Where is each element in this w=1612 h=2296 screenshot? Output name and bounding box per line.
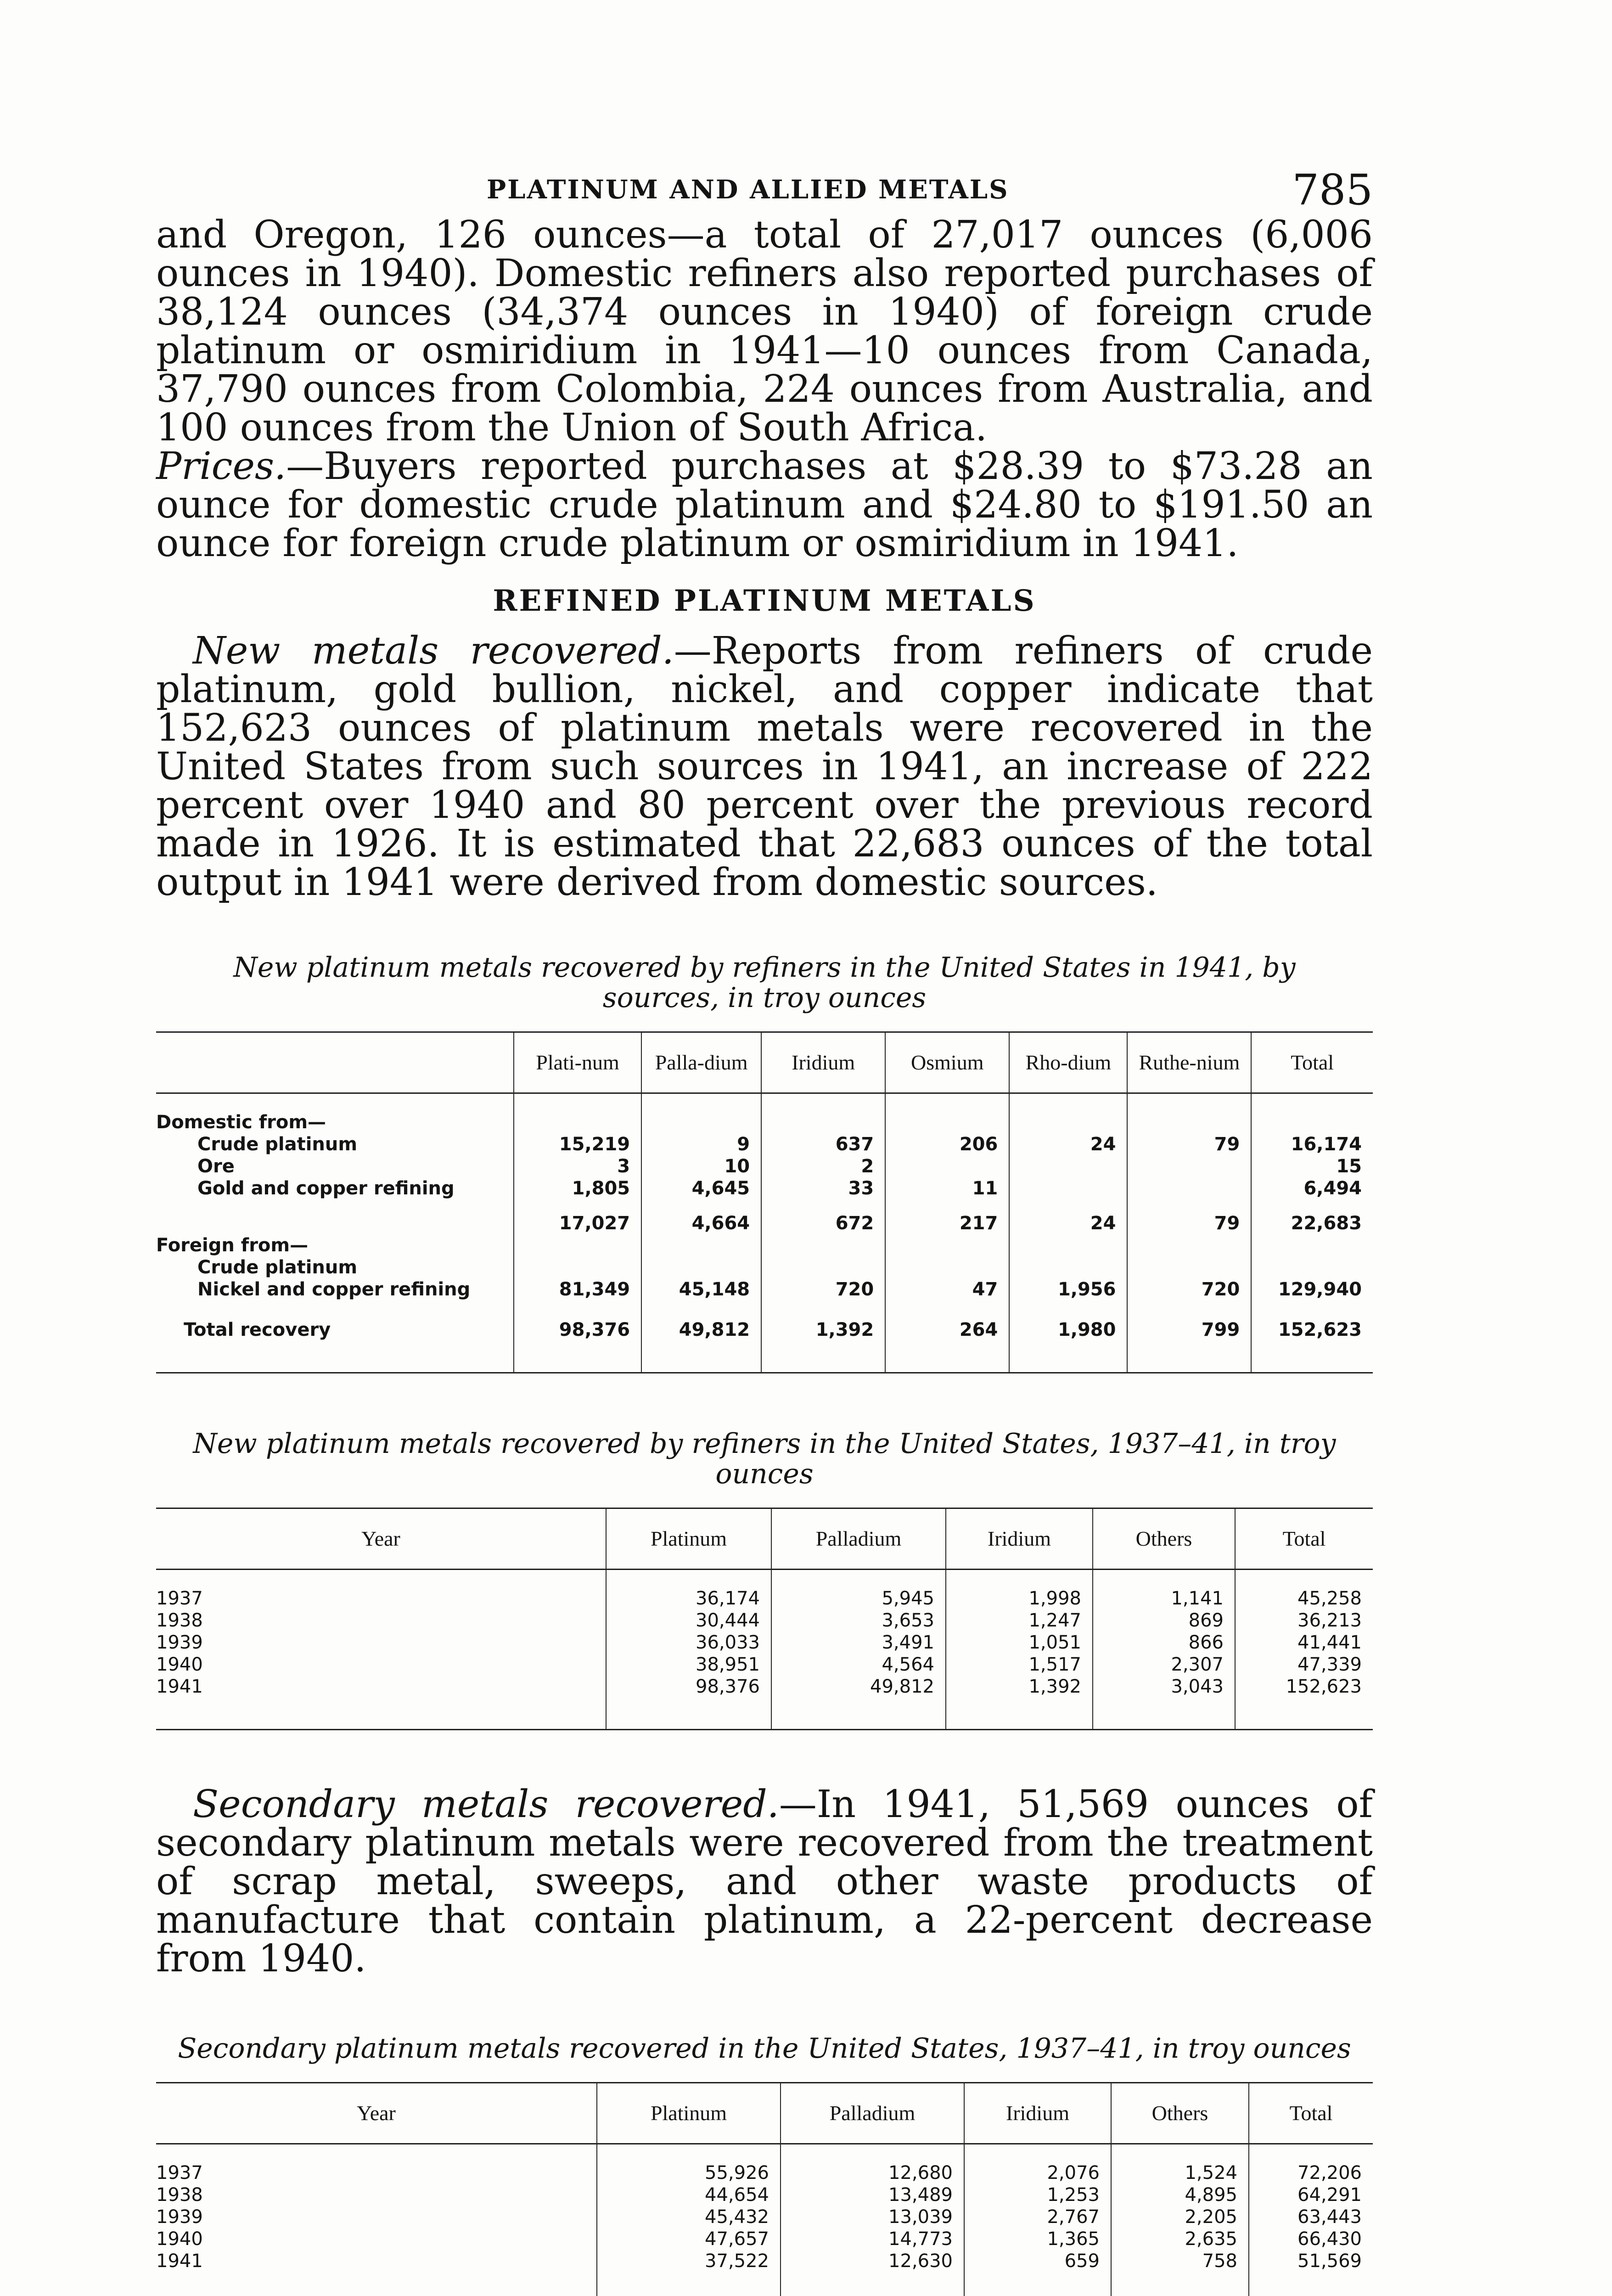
cell: 64,291: [1249, 2184, 1373, 2206]
cell: 206: [885, 1133, 1009, 1155]
cell: 49,812: [771, 1676, 946, 1730]
cell: 72,206: [1249, 2144, 1373, 2184]
cell: 152,623: [1235, 1676, 1373, 1730]
secondary-paragraph: [156, 1783, 1373, 1981]
cell: 129,940: [1251, 1278, 1373, 1300]
row-label: Ore: [197, 1156, 235, 1177]
refined-lead: New metals recovered.: [193, 629, 674, 673]
table3-header: Platinum: [597, 2083, 781, 2144]
table-row: [156, 1133, 1373, 1155]
row-label: [156, 1199, 514, 1234]
intro-paragraph: and Oregon, 126 ounces—a total of 27,017 ounces (6,006 ounces in 1940). Domestic refiners also reported purchases of 38,124 ounces (34,374 ounces in 1940) of foreign crude platinum or osmiridium in 1941—10 ounces from Canada, 37,790 ounces from Colombia, 224 ounces from Australia, and 100 ounces from the Union of South Africa.: [156, 213, 1373, 450]
cell: 869: [1093, 1609, 1235, 1632]
cell: 264: [885, 1300, 1009, 1373]
cell: 45,258: [1235, 1570, 1373, 1610]
cell: 13,489: [781, 2184, 964, 2206]
secondary-text: —In 1941, 51,569 ounces of secondary platinum metals were recovered from the treatment of scrap metal, sweeps, and other waste products of manufacture that contain platinum, a 22-percent decrease from 1940.: [156, 1783, 1373, 1981]
table-row: [156, 1199, 1373, 1234]
table2-header: Year: [156, 1508, 606, 1570]
refined-paragraph: [156, 629, 1373, 904]
cell: 4,564: [771, 1654, 946, 1676]
cell: 4,664: [641, 1199, 761, 1234]
table-row: [156, 1676, 1373, 1730]
table2-header: Total: [1235, 1508, 1373, 1570]
cell: 22,683: [1251, 1199, 1373, 1234]
table1-header: Total: [1251, 1032, 1373, 1093]
table1-header: Ruthe-nium: [1127, 1032, 1251, 1093]
table-row: [156, 1278, 1373, 1300]
prices-paragraph: [156, 447, 1373, 563]
year-cell: 1938: [156, 2184, 203, 2206]
cell: 63,443: [1249, 2206, 1373, 2228]
table2-caption: New platinum metals recovered by refiners in the United States, 1937–41, in troy ounces: [193, 1428, 1336, 1490]
table-row: [156, 2228, 1373, 2250]
cell: 1,051: [946, 1632, 1093, 1654]
cell: [1127, 1177, 1251, 1199]
year-cell: 1937: [156, 1588, 203, 1609]
foreign-group-label: Foreign from—: [156, 1235, 309, 1256]
cell: 66,430: [1249, 2228, 1373, 2250]
table1-header: Iridium: [761, 1032, 885, 1093]
year-cell: 1941: [156, 1676, 203, 1697]
cell: 672: [761, 1199, 885, 1234]
cell: 2,635: [1111, 2228, 1249, 2250]
row-label: Gold and copper refining: [197, 1178, 455, 1199]
cell: [1009, 1155, 1127, 1177]
table3-header: Others: [1111, 2083, 1249, 2144]
running-title: PLATINUM AND ALLIED METALS: [487, 174, 1009, 205]
cell: 49,812: [641, 1300, 761, 1373]
cell: 14,773: [781, 2228, 964, 2250]
table1-header: Palla-dium: [641, 1032, 761, 1093]
cell: 55,926: [597, 2144, 781, 2184]
cell: 5,945: [771, 1570, 946, 1610]
cell: 51,569: [1249, 2250, 1373, 2296]
cell: [1009, 1177, 1127, 1199]
cell: 24: [1009, 1199, 1127, 1234]
cell: 659: [964, 2250, 1111, 2296]
table2-header: Others: [1093, 1508, 1235, 1570]
table1-header: Plati-num: [514, 1032, 641, 1093]
cell: 1,365: [964, 2228, 1111, 2250]
table-row: [156, 1093, 1373, 1134]
table3-header: Total: [1249, 2083, 1373, 2144]
cell: 3,043: [1093, 1676, 1235, 1730]
secondary-lead: Secondary metals recovered.: [193, 1783, 779, 1826]
table2: [156, 1508, 1373, 1730]
page: [156, 165, 1373, 2296]
cell: 10: [641, 1155, 761, 1177]
cell: 2,205: [1111, 2206, 1249, 2228]
table-row: [156, 1632, 1373, 1654]
cell: 1,998: [946, 1570, 1093, 1610]
cell: 36,174: [606, 1570, 771, 1610]
table2-header: Platinum: [606, 1508, 771, 1570]
cell: 81,349: [514, 1278, 641, 1300]
table1-header: Rho-dium: [1009, 1032, 1127, 1093]
table2-header-row: [156, 1508, 1373, 1570]
cell: 47,657: [597, 2228, 781, 2250]
year-cell: 1940: [156, 2228, 203, 2250]
table-row: [156, 1177, 1373, 1199]
cell: 720: [1127, 1278, 1251, 1300]
cell: 3,491: [771, 1632, 946, 1654]
cell: 217: [885, 1199, 1009, 1234]
cell: 2,307: [1093, 1654, 1235, 1676]
cell: 1,247: [946, 1609, 1093, 1632]
page-number: 785: [1292, 165, 1373, 214]
year-cell: 1939: [156, 1632, 203, 1653]
cell: 152,623: [1251, 1300, 1373, 1373]
table1-header: [156, 1032, 514, 1093]
cell: 38,951: [606, 1654, 771, 1676]
cell: 2,767: [964, 2206, 1111, 2228]
domestic-group-label: Domestic from—: [156, 1112, 326, 1133]
section-title: REFINED PLATINUM METALS: [493, 584, 1036, 618]
year-cell: 1939: [156, 2206, 203, 2228]
cell: 1,980: [1009, 1300, 1127, 1373]
table3-header-row: [156, 2083, 1373, 2144]
table-row: [156, 1234, 1373, 1256]
cell: 16,174: [1251, 1133, 1373, 1155]
cell: 79: [1127, 1133, 1251, 1155]
cell: 12,680: [781, 2144, 964, 2184]
row-label: Crude platinum: [197, 1134, 358, 1155]
table-row: [156, 1300, 1373, 1373]
table-row: [156, 2206, 1373, 2228]
table3-header: Year: [156, 2083, 597, 2144]
cell: 1,805: [514, 1177, 641, 1199]
cell: 47,339: [1235, 1654, 1373, 1676]
year-cell: 1940: [156, 1654, 203, 1675]
table1-caption: New platinum metals recovered by refiners in the United States in 1941, by sources, in troy ounces: [233, 951, 1296, 1014]
table3-header: Palladium: [781, 2083, 964, 2144]
cell: 45,432: [597, 2206, 781, 2228]
cell: 79: [1127, 1199, 1251, 1234]
cell: 98,376: [514, 1300, 641, 1373]
prices-text: —Buyers reported purchases at $28.39 to $73.28 an ounce for domestic crude platinum and $24.80 to $191.50 an ounce for foreign crude platinum or osmiridium in 1941.: [156, 445, 1373, 565]
cell: 3,653: [771, 1609, 946, 1632]
running-head: [156, 165, 1373, 216]
cell: 30,444: [606, 1609, 771, 1632]
table-row: [156, 2250, 1373, 2296]
table2-header: Palladium: [771, 1508, 946, 1570]
cell: 15: [1251, 1155, 1373, 1177]
row-label: Nickel and copper refining: [197, 1279, 471, 1300]
table-row: [156, 1570, 1373, 1610]
cell: 9: [641, 1133, 761, 1155]
cell: 33: [761, 1177, 885, 1199]
cell: 98,376: [606, 1676, 771, 1730]
table-row: [156, 2184, 1373, 2206]
cell: 44,654: [597, 2184, 781, 2206]
table-row: [156, 1609, 1373, 1632]
cell: 1,253: [964, 2184, 1111, 2206]
refined-text: —Reports from refiners of crude platinum, gold bullion, nickel, and copper indicate that 152,623 ounces of platinum metals were recovered in the United States from such sources in 1941, an increase of 222 percent over 1940 and 80 percent over the previous record made in 1926. It is estimated that 22,683 ounces of the total output in 1941 were derived from domestic sources.: [156, 629, 1373, 904]
table3-header: Iridium: [964, 2083, 1111, 2144]
year-cell: 1938: [156, 1610, 203, 1631]
cell: 6,494: [1251, 1177, 1373, 1199]
cell: 13,039: [781, 2206, 964, 2228]
cell: 15,219: [514, 1133, 641, 1155]
cell: 866: [1093, 1632, 1235, 1654]
cell: 637: [761, 1133, 885, 1155]
table-row: [156, 2144, 1373, 2184]
row-label: Crude platinum: [197, 1257, 358, 1278]
cell: 2: [761, 1155, 885, 1177]
cell: 1,517: [946, 1654, 1093, 1676]
cell: 1,141: [1093, 1570, 1235, 1610]
cell: 2,076: [964, 2144, 1111, 2184]
table-row: [156, 1256, 1373, 1278]
table3: [156, 2082, 1373, 2296]
cell: 1,392: [761, 1300, 885, 1373]
cell: 12,630: [781, 2250, 964, 2296]
cell: 11: [885, 1177, 1009, 1199]
cell: 24: [1009, 1133, 1127, 1155]
cell: 37,522: [597, 2250, 781, 2296]
cell: 41,441: [1235, 1632, 1373, 1654]
table2-header: Iridium: [946, 1508, 1093, 1570]
cell: 47: [885, 1278, 1009, 1300]
cell: 45,148: [641, 1278, 761, 1300]
table3-caption: Secondary platinum metals recovered in the United States, 1937–41, in troy ounces: [178, 2032, 1351, 2065]
table-row: [156, 1654, 1373, 1676]
cell: 36,213: [1235, 1609, 1373, 1632]
cell: 36,033: [606, 1632, 771, 1654]
row-label: Total recovery: [184, 1319, 331, 1340]
cell: [885, 1155, 1009, 1177]
year-cell: 1937: [156, 2162, 203, 2183]
cell: 1,524: [1111, 2144, 1249, 2184]
cell: [1127, 1155, 1251, 1177]
cell: 4,895: [1111, 2184, 1249, 2206]
cell: 1,956: [1009, 1278, 1127, 1300]
cell: 758: [1111, 2250, 1249, 2296]
cell: 17,027: [514, 1199, 641, 1234]
cell: 3: [514, 1155, 641, 1177]
table-row: [156, 1155, 1373, 1177]
prices-lead: Prices.: [156, 445, 286, 488]
cell: 799: [1127, 1300, 1251, 1373]
year-cell: 1941: [156, 2251, 203, 2272]
cell: 1,392: [946, 1676, 1093, 1730]
cell: 720: [761, 1278, 885, 1300]
cell: 4,645: [641, 1177, 761, 1199]
table1-header: Osmium: [885, 1032, 1009, 1093]
table1: [156, 1031, 1373, 1373]
table1-header-row: [156, 1032, 1373, 1093]
